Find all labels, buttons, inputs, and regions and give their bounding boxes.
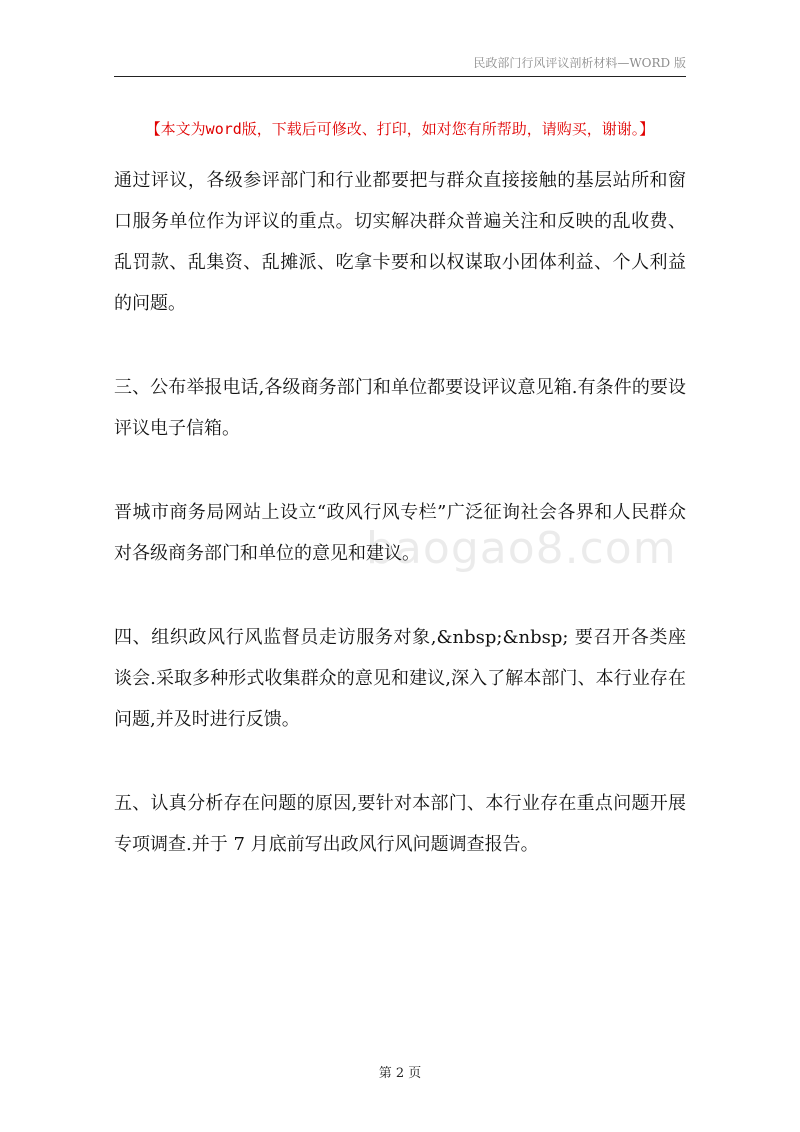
watermark: baogao8.com	[366, 523, 677, 574]
download-notice: 【本文为word版，下载后可修改、打印，如对您有所帮助，请购买，谢谢。】	[145, 120, 655, 138]
paragraph-4: 四、组织政风行风监督员走访服务对象,&nbsp;&nbsp; 要召开各类座谈会.采取多种形式收集群众的意见和建议,深入了解本部门、本行业存在问题,并及时进行反馈。	[114, 627, 686, 730]
header-title: 民政部门行风评议剖析材料—WORD 版	[473, 56, 686, 70]
page-header	[114, 52, 686, 77]
paragraph-2: 三、公布举报电话,各级商务部门和单位都要设评议意见箱.有条件的要设评议电子信箱。	[114, 377, 686, 439]
paragraph-5: 五、认真分析存在问题的原因,要针对本部门、本行业存在重点问题开展专项调查.并于 7 月底前写出政风行风问题调查报告。	[114, 793, 686, 855]
paragraph-1: 通过评议，各级参评部门和行业都要把与群众直接接触的基层站所和窗口服务单位作为评议的重点。切实解决群众普遍关注和反映的乱收费、乱罚款、乱集资、乱摊派、吃拿卡要和以权谋取小团体利益、个人利益的问题。	[114, 170, 686, 314]
page-number: 第 2 页	[378, 1066, 422, 1081]
paragraph-3: 晋城市商务局网站上设立“政风行风专栏”广泛征询社会各界和人民群众对各级商务部门和单位的意见和建议。	[114, 502, 686, 564]
